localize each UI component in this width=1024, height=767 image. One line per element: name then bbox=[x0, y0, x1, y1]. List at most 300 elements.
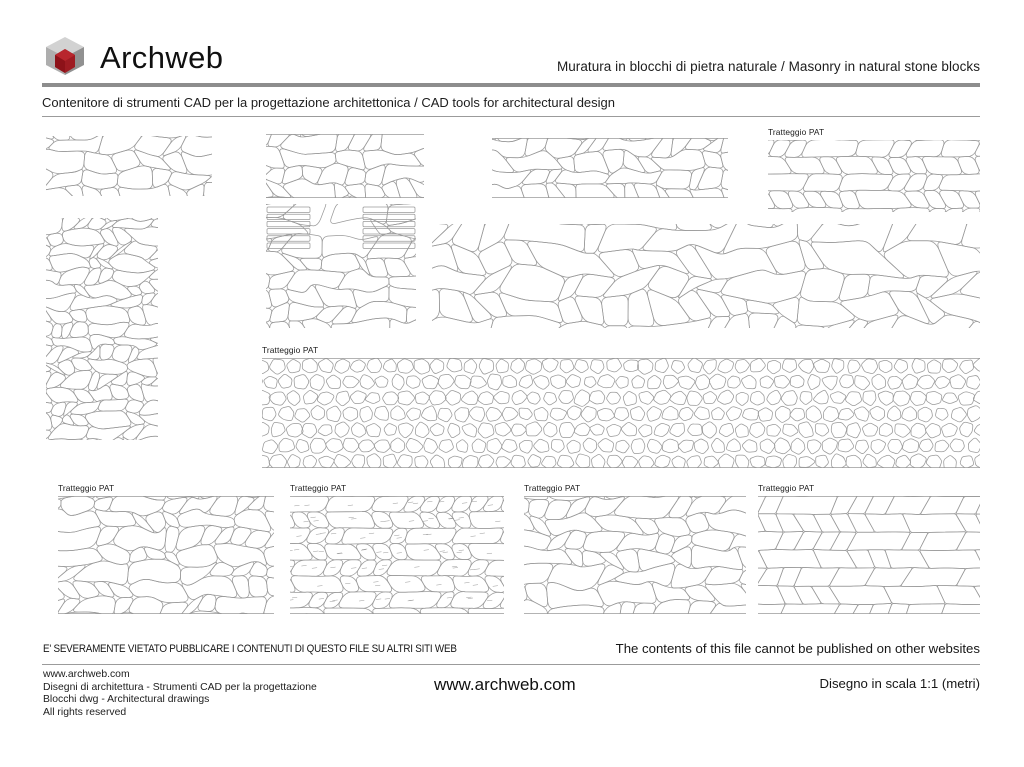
stone-block bbox=[888, 439, 902, 453]
stone-texture-line bbox=[472, 501, 477, 502]
stone-block bbox=[389, 286, 416, 308]
stone-texture-line bbox=[362, 568, 367, 569]
stone-block bbox=[534, 376, 550, 390]
stone-block bbox=[324, 608, 377, 614]
stone-block bbox=[848, 360, 860, 373]
stone-block bbox=[416, 422, 430, 437]
stone-block bbox=[127, 359, 157, 377]
stone-block bbox=[432, 317, 493, 328]
stone-block bbox=[750, 456, 765, 468]
stone-block bbox=[625, 318, 711, 328]
stone-block bbox=[479, 224, 510, 251]
stone-block bbox=[702, 422, 716, 438]
stone-block bbox=[770, 224, 797, 226]
stone-block bbox=[375, 406, 389, 420]
stone-block bbox=[694, 407, 709, 420]
stone-block bbox=[856, 190, 911, 208]
stone-block bbox=[70, 295, 117, 310]
stone-block bbox=[215, 596, 266, 614]
stone-block bbox=[502, 407, 518, 421]
stone-block bbox=[790, 375, 804, 387]
stone-texture-line bbox=[316, 534, 321, 535]
stone-block bbox=[639, 456, 654, 468]
stone-block bbox=[621, 423, 636, 436]
stone-block bbox=[204, 182, 212, 196]
stone-block bbox=[97, 245, 117, 260]
stone-block bbox=[878, 391, 893, 405]
stone-block bbox=[831, 496, 857, 514]
stone-block bbox=[751, 359, 766, 372]
stone-block bbox=[695, 246, 776, 280]
stone-block bbox=[74, 596, 116, 614]
pat-rounded-coursed-stone-hatch-graphic bbox=[290, 496, 504, 614]
subtitle-divider bbox=[42, 116, 980, 117]
stone-block bbox=[492, 184, 526, 198]
stone-block bbox=[960, 422, 973, 437]
stone-texture-line bbox=[408, 600, 413, 601]
stone-block bbox=[712, 438, 725, 452]
stone-block bbox=[485, 560, 504, 576]
stone-block bbox=[700, 316, 729, 328]
stone-block bbox=[799, 457, 815, 468]
quoin-brick bbox=[267, 229, 310, 234]
stone-block bbox=[750, 391, 764, 405]
stone-block bbox=[976, 496, 980, 515]
stone-block bbox=[139, 398, 158, 415]
stone-texture-line bbox=[466, 597, 471, 598]
stone-block bbox=[698, 167, 723, 189]
stone-block bbox=[542, 456, 556, 468]
stone-block bbox=[632, 603, 655, 614]
stone-block bbox=[250, 562, 267, 577]
stone-block bbox=[248, 496, 265, 510]
stone-block bbox=[973, 358, 980, 371]
stone-block bbox=[290, 543, 312, 560]
stone-block bbox=[350, 360, 365, 372]
stone-block bbox=[46, 188, 74, 196]
sheet-header bbox=[0, 0, 1024, 110]
stone-block bbox=[703, 360, 716, 374]
stone-block bbox=[289, 321, 310, 328]
stone-block bbox=[291, 560, 327, 576]
stone-block bbox=[198, 594, 216, 611]
stone-block bbox=[290, 496, 329, 512]
stone-texture-line bbox=[333, 600, 338, 601]
stone-texture-line bbox=[462, 503, 467, 504]
stone-block bbox=[940, 190, 964, 208]
stone-block bbox=[841, 292, 898, 321]
stone-block bbox=[924, 174, 943, 191]
stone-texture-line bbox=[413, 503, 418, 504]
stone-block bbox=[799, 359, 814, 373]
stone-block bbox=[475, 292, 507, 317]
stone-block bbox=[750, 422, 765, 437]
stone-block bbox=[676, 245, 711, 279]
stone-block bbox=[521, 184, 548, 198]
stone-block bbox=[840, 375, 854, 388]
stone-block bbox=[607, 424, 621, 436]
stone-block bbox=[544, 392, 557, 405]
stone-block bbox=[414, 147, 424, 166]
stone-block bbox=[860, 315, 898, 328]
stone-block bbox=[546, 605, 604, 614]
archweb-logo[interactable] bbox=[42, 34, 223, 80]
stone-texture-line bbox=[348, 505, 353, 506]
stone-texture-line bbox=[319, 599, 324, 600]
stone-block bbox=[600, 552, 624, 569]
stone-block bbox=[511, 424, 526, 436]
stone-block bbox=[62, 218, 80, 231]
stone-block bbox=[722, 188, 728, 198]
stone-block bbox=[74, 218, 92, 229]
stone-block bbox=[464, 359, 477, 373]
stone-block bbox=[455, 408, 469, 422]
stone-block bbox=[821, 320, 855, 328]
stone-block bbox=[662, 406, 678, 420]
stone-block bbox=[815, 424, 828, 436]
stone-block bbox=[399, 423, 414, 438]
stone-block bbox=[574, 423, 590, 436]
stone-block bbox=[872, 157, 893, 175]
stone-texture-line bbox=[362, 549, 367, 550]
stone-block bbox=[262, 455, 270, 468]
stone-block bbox=[776, 514, 803, 532]
stone-block bbox=[406, 376, 420, 388]
stone-block bbox=[592, 454, 605, 468]
stone-block bbox=[503, 376, 517, 388]
stone-block bbox=[967, 406, 980, 422]
stone-block bbox=[49, 253, 90, 272]
stone-block bbox=[302, 358, 317, 372]
stone-block bbox=[735, 360, 749, 374]
stone-block bbox=[628, 289, 654, 326]
stone-block bbox=[383, 359, 396, 372]
stone-block bbox=[788, 191, 808, 208]
stone-block bbox=[630, 407, 644, 421]
stone-texture-line bbox=[385, 521, 390, 522]
stone-block bbox=[617, 533, 659, 551]
stone-block bbox=[437, 592, 454, 608]
pat-label: Tratteggio PAT bbox=[758, 483, 815, 493]
stone-block bbox=[790, 408, 805, 421]
wall-corner-with-quoins-section-graphic bbox=[266, 204, 416, 328]
stone-block bbox=[574, 151, 609, 173]
stone-block bbox=[879, 360, 892, 372]
stone-block bbox=[673, 224, 712, 231]
stone-block bbox=[672, 361, 685, 374]
stone-block bbox=[831, 454, 846, 468]
stone-block bbox=[469, 407, 484, 422]
stone-texture-line bbox=[294, 549, 299, 550]
stone-texture-line bbox=[424, 550, 429, 551]
copyright-notice-it: E' SEVERAMENTE VIETATO PUBBLICARE I CONTENUTI DI QUESTO FILE SU ALTRI SITI WEB bbox=[43, 643, 457, 655]
stone-block bbox=[278, 374, 292, 388]
stone-block bbox=[811, 224, 894, 252]
stone-texture-line bbox=[455, 520, 460, 521]
stone-block bbox=[58, 509, 100, 532]
stone-block bbox=[455, 375, 471, 389]
stone-block bbox=[547, 321, 606, 328]
stone-block bbox=[46, 218, 62, 235]
stone-block bbox=[574, 390, 589, 406]
stone-block bbox=[100, 344, 114, 360]
stone-block bbox=[620, 602, 636, 614]
stone-texture-line bbox=[459, 518, 464, 519]
stone-block bbox=[534, 439, 549, 452]
stone-block bbox=[215, 527, 234, 544]
stone-block bbox=[776, 496, 837, 514]
stone-block bbox=[822, 376, 837, 390]
stone-block bbox=[336, 134, 354, 152]
stone-block bbox=[265, 511, 274, 530]
stone-block bbox=[551, 375, 566, 388]
stone-texture-line bbox=[331, 533, 336, 534]
stone-block bbox=[90, 334, 115, 349]
stone-block bbox=[524, 546, 572, 566]
stone-block bbox=[862, 359, 878, 374]
stone-texture-line bbox=[488, 505, 493, 506]
long-rubble-wall-elevation bbox=[492, 138, 728, 198]
stone-texture-line bbox=[351, 568, 356, 569]
stone-block bbox=[435, 544, 454, 560]
stone-texture-line bbox=[457, 552, 462, 553]
stone-block bbox=[975, 191, 980, 208]
stone-texture-line bbox=[297, 536, 302, 537]
stone-block bbox=[938, 585, 980, 604]
stone-block bbox=[962, 224, 980, 248]
stone-block bbox=[583, 438, 597, 453]
stone-block bbox=[791, 438, 805, 454]
stone-block bbox=[868, 550, 890, 569]
stone-block bbox=[279, 407, 294, 421]
stone-block bbox=[637, 359, 653, 374]
stone-block bbox=[785, 207, 842, 212]
stone-block bbox=[576, 184, 614, 198]
stone-block bbox=[422, 406, 437, 421]
footer-info-block bbox=[43, 669, 317, 719]
stone-block bbox=[603, 149, 624, 173]
stone-block bbox=[623, 392, 636, 406]
stone-block bbox=[941, 140, 979, 157]
stone-block bbox=[263, 440, 278, 454]
stone-block bbox=[391, 406, 405, 420]
stone-block bbox=[605, 326, 627, 328]
stone-block bbox=[799, 422, 814, 438]
stone-block bbox=[614, 408, 628, 421]
stone-texture-line bbox=[393, 503, 398, 504]
stone-block bbox=[918, 407, 932, 422]
stone-block bbox=[648, 266, 688, 297]
stone-block bbox=[960, 360, 974, 373]
stone-block bbox=[153, 358, 158, 377]
stone-block bbox=[339, 592, 376, 609]
sheet-title: Muratura in blocchi di pietra naturale / Masonry in natural stone blocks bbox=[556, 59, 980, 74]
stone-block bbox=[654, 423, 669, 436]
stone-block bbox=[282, 253, 307, 270]
stone-block bbox=[951, 408, 966, 422]
stone-block bbox=[687, 391, 702, 405]
stone-block bbox=[406, 438, 423, 452]
stone-block bbox=[639, 392, 654, 405]
stone-block bbox=[448, 456, 462, 468]
stone-block bbox=[935, 440, 949, 452]
stone-texture-line bbox=[292, 597, 297, 598]
stone-block bbox=[390, 544, 407, 560]
stone-block bbox=[566, 375, 580, 388]
stone-block bbox=[804, 191, 826, 207]
stone-block bbox=[722, 295, 748, 316]
stone-block bbox=[800, 392, 812, 405]
pat-coursed-block-hatch-graphic bbox=[768, 140, 980, 212]
stone-block bbox=[499, 293, 562, 322]
stone-block bbox=[270, 359, 286, 374]
stone-block bbox=[923, 156, 962, 174]
stone-block bbox=[663, 375, 678, 388]
stone-block bbox=[719, 423, 733, 436]
stone-texture-line bbox=[394, 535, 399, 536]
stone-block bbox=[558, 455, 574, 468]
stone-block bbox=[302, 166, 322, 184]
brand-wordmark: Archweb bbox=[100, 39, 224, 75]
stone-block bbox=[894, 359, 907, 373]
stone-block bbox=[245, 530, 270, 548]
stone-block bbox=[502, 439, 517, 452]
stone-texture-line bbox=[495, 521, 500, 522]
stone-block bbox=[743, 408, 759, 420]
stone-block bbox=[967, 376, 980, 390]
stone-block bbox=[206, 165, 212, 182]
dense-random-stone-square-graphic bbox=[46, 218, 158, 440]
stone-block bbox=[968, 438, 980, 452]
stone-block bbox=[887, 406, 900, 421]
stone-block bbox=[867, 603, 892, 614]
long-rubble-wall-elevation-graphic bbox=[492, 138, 728, 198]
stone-block bbox=[262, 422, 269, 436]
stone-block bbox=[46, 402, 53, 412]
stone-block bbox=[58, 548, 102, 566]
stone-block bbox=[421, 576, 454, 592]
stone-block bbox=[806, 406, 822, 422]
stone-block bbox=[794, 567, 838, 586]
stone-block bbox=[452, 512, 471, 528]
stone-texture-line bbox=[439, 501, 444, 502]
stone-block bbox=[942, 359, 957, 373]
stone-block bbox=[355, 254, 369, 275]
stone-block bbox=[365, 184, 385, 198]
stone-texture-line bbox=[302, 565, 307, 566]
stone-block bbox=[935, 377, 950, 389]
wall-corner-with-quoins-section bbox=[266, 204, 416, 328]
stone-texture-line bbox=[359, 600, 364, 601]
stone-block bbox=[88, 371, 99, 390]
stone-block bbox=[718, 454, 734, 468]
stone-block bbox=[280, 149, 336, 168]
stone-block bbox=[311, 406, 325, 420]
stone-block bbox=[551, 440, 564, 453]
stone-block bbox=[287, 391, 300, 406]
stone-block bbox=[773, 298, 799, 323]
stone-texture-line bbox=[487, 553, 492, 554]
stone-block bbox=[794, 325, 826, 328]
stone-block bbox=[622, 456, 637, 468]
stone-block bbox=[912, 359, 925, 374]
stone-block bbox=[558, 297, 582, 324]
stone-texture-line bbox=[319, 551, 324, 552]
stone-block bbox=[490, 316, 561, 328]
stone-block bbox=[500, 264, 564, 301]
stone-block bbox=[812, 586, 839, 604]
stone-block bbox=[559, 391, 574, 404]
stone-block bbox=[879, 423, 892, 436]
stone-block bbox=[839, 174, 893, 192]
stone-block bbox=[950, 439, 964, 452]
stone-block bbox=[462, 456, 478, 468]
stone-block bbox=[625, 183, 639, 198]
footer-website-url[interactable]: www.archweb.com bbox=[434, 675, 576, 694]
stone-texture-line bbox=[314, 521, 319, 522]
stone-block bbox=[584, 224, 606, 253]
stone-block bbox=[567, 406, 581, 420]
stone-block bbox=[420, 608, 471, 614]
pat-label: Tratteggio PAT bbox=[524, 483, 581, 493]
stone-texture-line bbox=[295, 505, 300, 506]
stone-block bbox=[927, 360, 941, 373]
stone-block bbox=[310, 438, 326, 453]
stone-block bbox=[529, 500, 549, 519]
stone-block bbox=[938, 242, 980, 278]
stone-block bbox=[760, 376, 773, 388]
stone-texture-line bbox=[374, 582, 379, 583]
stone-block bbox=[302, 423, 317, 437]
stone-block bbox=[838, 439, 854, 452]
stone-block bbox=[397, 455, 412, 468]
stone-block bbox=[501, 576, 504, 592]
stone-block bbox=[802, 140, 858, 157]
stone-block bbox=[284, 179, 336, 198]
coursed-rubble-wall-elevation-graphic bbox=[266, 134, 424, 198]
stone-block bbox=[690, 168, 705, 190]
stone-block bbox=[407, 408, 421, 420]
stone-block bbox=[830, 568, 874, 587]
stone-block bbox=[494, 391, 509, 403]
stone-block bbox=[326, 439, 343, 453]
stone-block bbox=[46, 363, 65, 375]
stone-block bbox=[486, 407, 502, 421]
stone-block bbox=[583, 531, 624, 552]
stone-block bbox=[883, 224, 917, 252]
stone-block bbox=[607, 358, 622, 372]
stone-block bbox=[742, 375, 756, 388]
stone-block bbox=[304, 391, 318, 404]
stone-block bbox=[295, 409, 310, 422]
stone-block bbox=[939, 174, 980, 191]
stone-texture-line bbox=[487, 600, 492, 601]
stone-block bbox=[309, 592, 328, 608]
stone-block bbox=[905, 191, 929, 208]
stone-block bbox=[655, 358, 668, 372]
stone-block bbox=[452, 528, 503, 544]
stone-texture-line bbox=[415, 567, 420, 568]
pat-label: Tratteggio PAT bbox=[768, 127, 825, 137]
stone-block bbox=[616, 440, 629, 453]
stone-block bbox=[647, 439, 662, 453]
stone-block bbox=[855, 376, 870, 390]
stone-block bbox=[268, 134, 289, 147]
stone-block bbox=[335, 359, 350, 373]
stone-texture-line bbox=[493, 586, 498, 587]
stone-block bbox=[769, 191, 792, 209]
stone-block bbox=[957, 532, 980, 550]
